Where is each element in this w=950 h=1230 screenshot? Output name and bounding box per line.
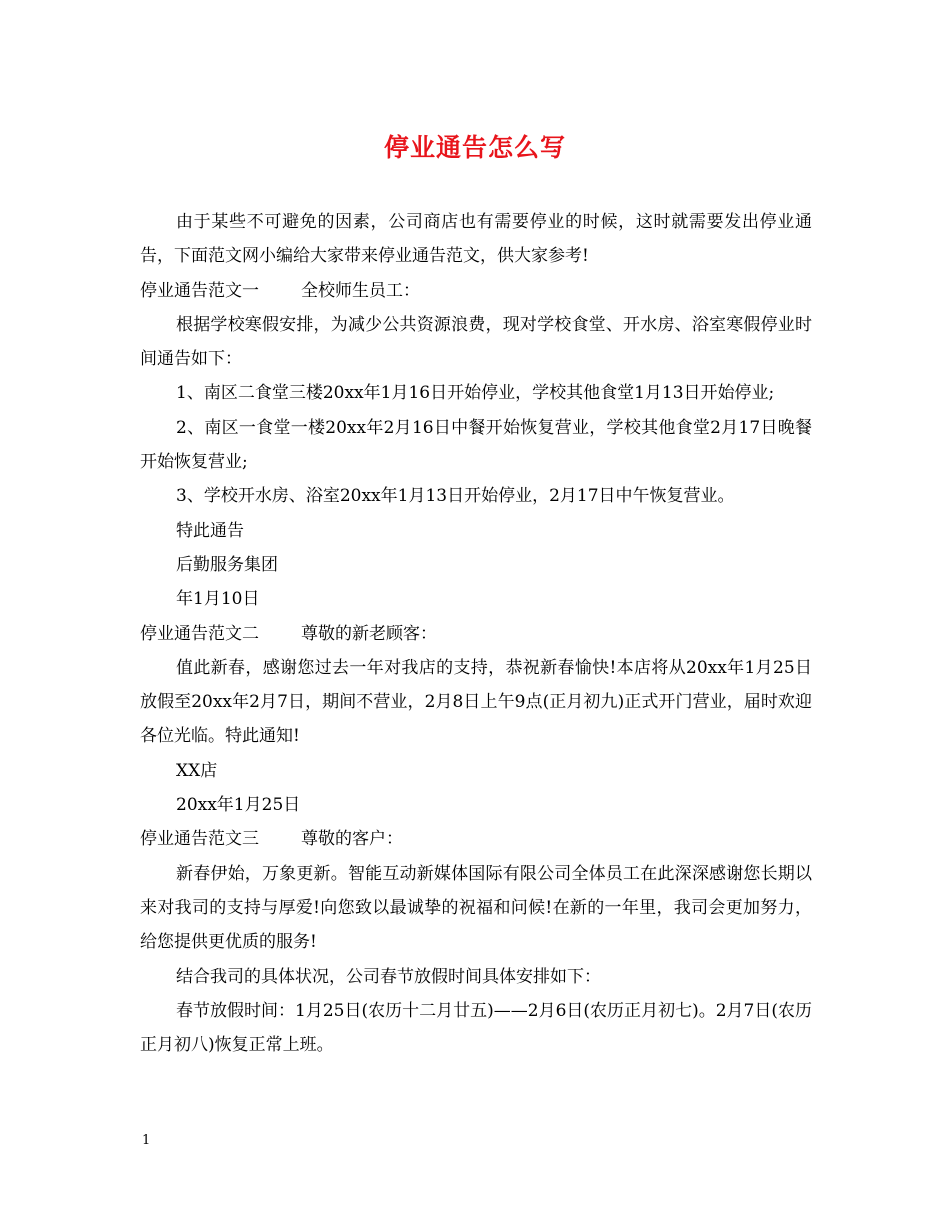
paragraph: 结合我司的具体状况，公司春节放假时间具体安排如下：	[176, 966, 601, 987]
section-heading-3	[140, 822, 812, 856]
signature: XX店	[176, 760, 218, 781]
section-label: 停业通告范文二	[140, 623, 259, 644]
date-line: 年1月10日	[176, 589, 260, 610]
document-title: 停业通告怎么写	[383, 133, 566, 162]
salutation: 尊敬的新老顾客：	[301, 623, 437, 644]
list-item: 1、南区二食堂三楼20xx年1月16日开始停业，学校其他食堂1月13日开始停业;	[176, 383, 775, 404]
section-heading-1	[140, 274, 812, 308]
section-label: 停业通告范文三	[140, 829, 259, 850]
list-item: 3、学校开水房、浴室20xx年1月13日开始停业，2月17日中午恢复营业。	[176, 486, 735, 507]
section-heading-2	[140, 617, 812, 651]
date-line: 20xx年1月25日	[176, 795, 301, 816]
closing-line: 特此通告	[176, 520, 244, 541]
page-number: 1	[142, 1133, 151, 1148]
paragraph: 春节放假时间：1月25日(农历十二月廿五)——2月6日(农历正月初七)。2月7日(农历正月初八)恢复正常上班。	[140, 1000, 812, 1056]
signature: 后勤服务集团	[176, 554, 278, 575]
section-label: 停业通告范文一	[140, 280, 259, 301]
salutation: 尊敬的客户：	[301, 829, 403, 850]
paragraph: 新春伊始，万象更新。智能互动新媒体国际有限公司全体员工在此深深感谢您长期以来对我司的支持与厚爱!向您致以最诚挚的祝福和问候!在新的一年里，我司会更加努力，给您提供更优质的服务!	[140, 863, 812, 953]
list-item: 2、南区一食堂一楼20xx年2月16日中餐开始恢复营业，学校其他食堂2月17日晚餐开始恢复营业;	[140, 417, 812, 473]
paragraph: 根据学校寒假安排，为减少公共资源浪费，现对学校食堂、开水房、浴室寒假停业时间通告如下：	[140, 314, 812, 370]
paragraph: 值此新春，感谢您过去一年对我店的支持，恭祝新春愉快!本店将从20xx年1月25日放假至20xx年2月7日，期间不营业，2月8日上午9点(正月初九)正式开门营业，届时欢迎各位光临。特此通知!	[140, 657, 812, 747]
intro-paragraph: 由于某些不可避免的因素，公司商店也有需要停业的时候，这时就需要发出停业通告，下面范文网小编给大家带来停业通告范文，供大家参考!	[140, 212, 812, 267]
salutation: 全校师生员工：	[301, 280, 420, 301]
document-body	[140, 205, 812, 1062]
